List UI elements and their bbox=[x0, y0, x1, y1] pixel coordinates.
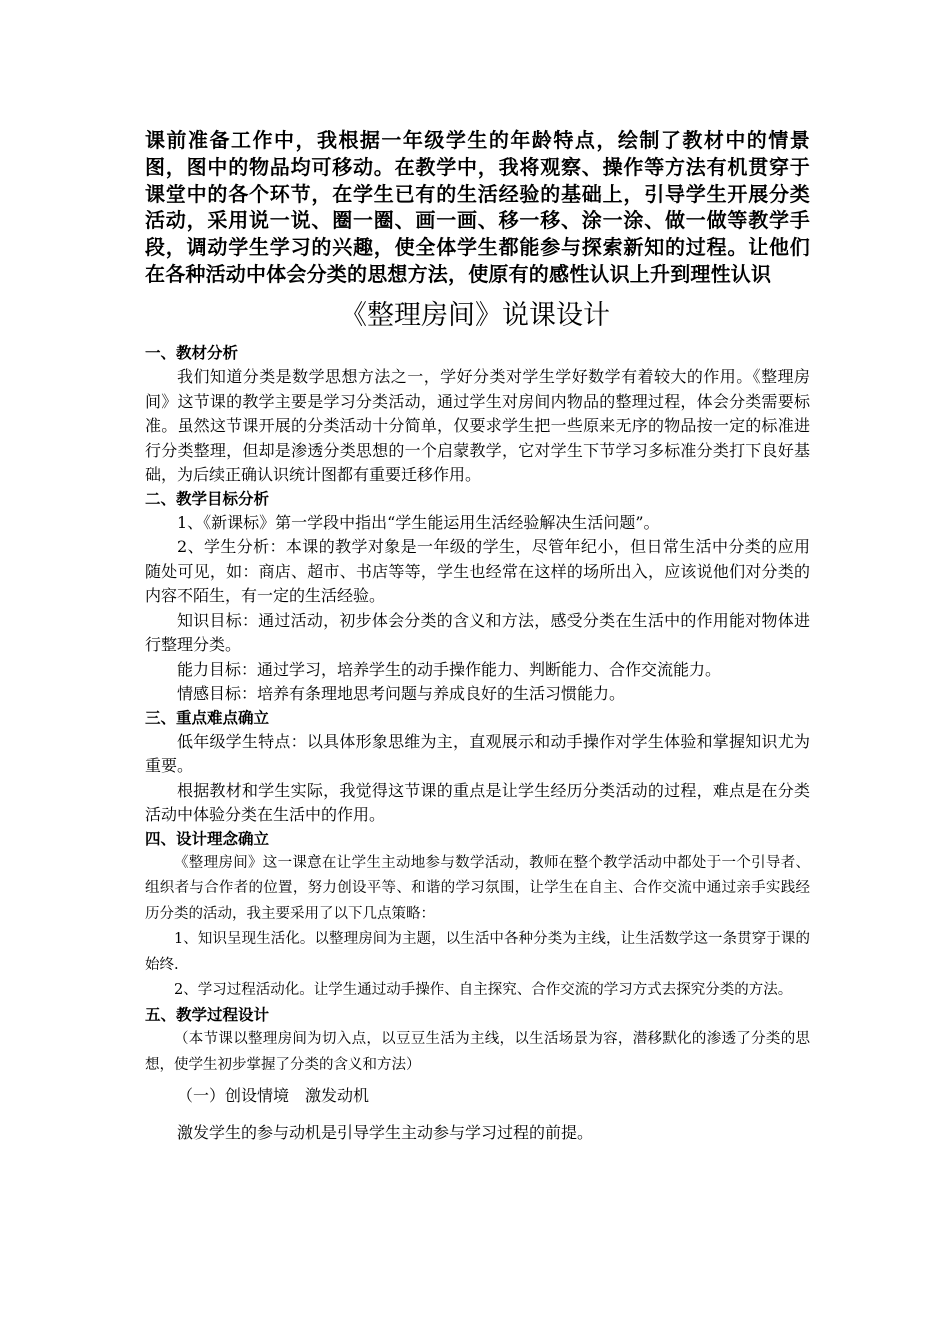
section-3-paragraph-1: 低年级学生特点：以具体形象思维为主，直观展示和动手操作对学生体验和掌握知识尤为重要。 bbox=[145, 731, 810, 775]
section-2-paragraph-2: 2、学生分析：本课的教学对象是一年级的学生，尽管年纪小，但日常生活中分类的应用随处可见，如：商店、超市、书店等等，学生也经常在这样的场所出入，应该说他们对分类的内容不陌生，有一定的生活经验。 bbox=[145, 537, 810, 605]
section-2-paragraph-3: 知识目标：通过活动，初步体会分类的含义和方法，感受分类在生活中的作用能对物体进行整理分类。 bbox=[145, 610, 810, 654]
section-5-subheading: （一）创设情境 激发动机 bbox=[177, 1086, 370, 1106]
section-2-paragraph-5: 情感目标：培养有条理地思考问题与养成良好的生活习惯能力。 bbox=[177, 684, 626, 703]
section-heading-3: 三、重点难点确立 bbox=[145, 708, 270, 727]
section-5-paragraph-1: （本节课以整理房间为切入点，以豆豆生活为主线，以生活场景为容，潜移默化的渗透了分类的思想，使学生初步掌握了分类的含义和方法） bbox=[145, 1031, 810, 1073]
section-2-paragraph-1: 1、《新课标》第一学段中指出“学生能运用生活经验解决生活问题”。 bbox=[177, 512, 660, 532]
section-2-paragraph-4: 能力目标：通过学习，培养学生的动手操作能力、判断能力、合作交流能力。 bbox=[177, 659, 722, 679]
section-5-paragraph-2: 激发学生的参与动机是引导学生主动参与学习过程的前提。 bbox=[177, 1122, 594, 1142]
document-body bbox=[145, 342, 810, 1145]
intro-paragraph: 课前准备工作中，我根据一年级学生的年龄特点，绘制了教材中的情景图，图中的物品均可移动。在教学中，我将观察、操作等方法有机贯穿于课堂中的各个环节，在学生已有的生活经验的基础上，引导学生开展分类活动，采用说一说、圈一圈、画一画、移一移、涂一涂、做一做等教学手段，调动学生学习的兴趣，使全体学生都能参与探索新知的过程。让他们在各种活动中体会分类的思想方法，使原有的感性认识上升到理性认识 bbox=[145, 128, 810, 286]
section-heading-5: 五、教学过程设计 bbox=[145, 1006, 270, 1025]
section-4-paragraph-3: 2、学习过程活动化。让学生通过动手操作、自主探究、合作交流的学习方式去探究分类的方法。 bbox=[174, 982, 793, 999]
section-heading-1: 一、教材分析 bbox=[145, 344, 239, 362]
section-4-paragraph-1: 《整理房间》这一课意在让学生主动地参与数学活动，教师在整个教学活动中都处于一个引导者、组织者与合作者的位置，努力创设平等、和谐的学习氛围，让学生在自主、合作交流中通过亲手实践经历分类的活动，我主要采用了以下几点策略： bbox=[145, 854, 810, 922]
section-3-paragraph-2: 根据教材和学生实际，我觉得这节课的重点是让学生经历分类活动的过程，难点是在分类活动中体验分类在生活中的作用。 bbox=[145, 780, 810, 824]
section-1-paragraph-1: 我们知道分类是数学思想方法之一，学好分类对学生学好数学有着较大的作用。《整理房间》这节课的教学主要是学习分类活动，通过学生对房间内物品的整理过程，体会分类需要标准。虽然这节课开展的分类活动十分简单，仅要求学生把一些原来无序的物品按一定的标准进行分类整理，但却是渗透分类思想的一个启蒙教学，它对学生下节学习多标准分类打下良好基础，为后续正确认识统计图都有重要迁移作用。 bbox=[145, 367, 810, 484]
page-title: 《整理房间》说课设计 bbox=[340, 300, 610, 331]
section-heading-2: 二、教学目标分析 bbox=[145, 489, 270, 508]
section-4-paragraph-2: 1、知识呈现生活化。以整理房间为主题，以生活中各种分类为主线，让生活数学这一条贯穿于课的始终. bbox=[145, 931, 810, 973]
section-heading-4: 四、设计理念确立 bbox=[145, 829, 270, 848]
